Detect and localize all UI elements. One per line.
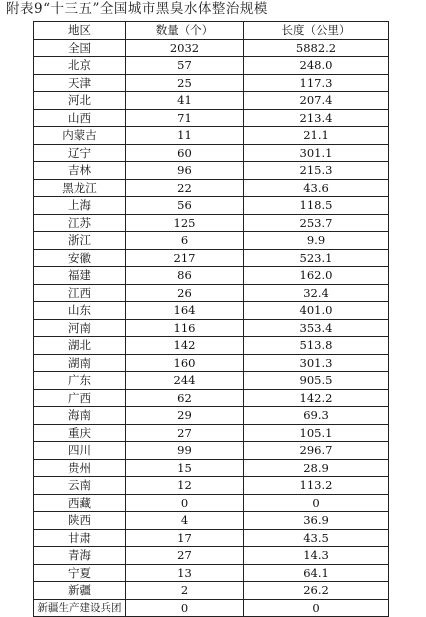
table-row [34,512,389,530]
count-cell: 142 [126,337,244,355]
count-cell: 26 [126,284,244,302]
table-row [34,74,389,92]
table-row [34,197,389,215]
region-cell: 陕西 [34,512,126,530]
count-cell: 217 [126,249,244,267]
length-cell: 513.8 [244,337,389,355]
length-cell: 301.3 [244,354,389,372]
count-cell: 4 [126,512,244,530]
length-cell: 69.3 [244,407,389,425]
region-cell: 安徽 [34,249,126,267]
count-cell: 244 [126,372,244,390]
length-cell: 301.1 [244,144,389,162]
region-cell: 新疆 [34,582,126,600]
table-row [34,459,389,477]
count-cell: 11 [126,127,244,145]
table-row [34,599,389,617]
count-cell: 86 [126,267,244,285]
region-cell: 湖南 [34,354,126,372]
region-cell: 甘肃 [34,529,126,547]
table-row [34,267,389,285]
count-cell: 27 [126,547,244,565]
region-cell: 新疆生产建设兵团 [34,599,126,617]
length-cell: 905.5 [244,372,389,390]
header-region: 地区 [34,22,126,40]
table-row [34,582,389,600]
count-cell: 29 [126,407,244,425]
length-cell: 207.4 [244,92,389,110]
count-cell: 71 [126,109,244,127]
length-cell: 32.4 [244,284,389,302]
count-cell: 12 [126,477,244,495]
length-cell: 162.0 [244,267,389,285]
table-row [34,249,389,267]
region-cell: 宁夏 [34,564,126,582]
count-cell: 60 [126,144,244,162]
length-cell: 36.9 [244,512,389,530]
length-cell: 113.2 [244,477,389,495]
count-cell: 15 [126,459,244,477]
table-row [34,179,389,197]
length-cell: 353.4 [244,319,389,337]
count-cell: 17 [126,529,244,547]
count-cell: 22 [126,179,244,197]
table-row [34,232,389,250]
count-cell: 116 [126,319,244,337]
count-cell: 25 [126,74,244,92]
table-row [34,109,389,127]
table-row [34,372,389,390]
count-cell: 56 [126,197,244,215]
table-row [34,302,389,320]
length-cell: 215.3 [244,162,389,180]
length-cell: 142.2 [244,389,389,407]
length-cell: 28.9 [244,459,389,477]
table-row [34,337,389,355]
region-cell: 西藏 [34,494,126,512]
table-row [34,39,389,57]
count-cell: 13 [126,564,244,582]
length-cell: 14.3 [244,547,389,565]
table-row [34,214,389,232]
length-cell: 296.7 [244,442,389,460]
region-cell: 福建 [34,267,126,285]
table-row [34,424,389,442]
length-cell: 9.9 [244,232,389,250]
length-cell: 401.0 [244,302,389,320]
count-cell: 0 [126,494,244,512]
region-cell: 广西 [34,389,126,407]
region-cell: 青海 [34,547,126,565]
region-cell: 全国 [34,39,126,57]
region-cell: 吉林 [34,162,126,180]
header-count: 数量（个） [126,22,244,40]
length-cell: 523.1 [244,249,389,267]
length-cell: 0 [244,494,389,512]
length-cell: 43.6 [244,179,389,197]
table-body [34,39,389,617]
count-cell: 160 [126,354,244,372]
region-cell: 江西 [34,284,126,302]
region-cell: 山东 [34,302,126,320]
region-cell: 重庆 [34,424,126,442]
length-cell: 64.1 [244,564,389,582]
length-cell: 0 [244,599,389,617]
region-cell: 天津 [34,74,126,92]
table-title: 附表9“十三五”全国城市黑臭水体整治规模 [6,1,268,17]
count-cell: 164 [126,302,244,320]
length-cell: 248.0 [244,57,389,75]
table-row [34,354,389,372]
count-cell: 41 [126,92,244,110]
header-length: 长度（公里） [244,22,389,40]
length-cell: 26.2 [244,582,389,600]
count-cell: 125 [126,214,244,232]
table-row [34,547,389,565]
table-row [34,127,389,145]
length-cell: 5882.2 [244,39,389,57]
data-table [33,21,389,617]
length-cell: 213.4 [244,109,389,127]
region-cell: 上海 [34,197,126,215]
header-row [34,22,389,40]
count-cell: 0 [126,599,244,617]
table-row [34,389,389,407]
region-cell: 湖北 [34,337,126,355]
region-cell: 河南 [34,319,126,337]
region-cell: 辽宁 [34,144,126,162]
length-cell: 253.7 [244,214,389,232]
count-cell: 2032 [126,39,244,57]
table-row [34,564,389,582]
region-cell: 河北 [34,92,126,110]
region-cell: 四川 [34,442,126,460]
region-cell: 山西 [34,109,126,127]
region-cell: 浙江 [34,232,126,250]
table-row [34,407,389,425]
region-cell: 贵州 [34,459,126,477]
region-cell: 广东 [34,372,126,390]
count-cell: 57 [126,57,244,75]
length-cell: 117.3 [244,74,389,92]
region-cell: 海南 [34,407,126,425]
region-cell: 江苏 [34,214,126,232]
table-row [34,319,389,337]
table-row [34,144,389,162]
length-cell: 21.1 [244,127,389,145]
count-cell: 99 [126,442,244,460]
table-row [34,494,389,512]
count-cell: 96 [126,162,244,180]
table-row [34,442,389,460]
table-row [34,529,389,547]
length-cell: 105.1 [244,424,389,442]
length-cell: 43.5 [244,529,389,547]
table-row [34,57,389,75]
count-cell: 27 [126,424,244,442]
table-row [34,477,389,495]
region-cell: 云南 [34,477,126,495]
region-cell: 黑龙江 [34,179,126,197]
count-cell: 2 [126,582,244,600]
table-row [34,92,389,110]
table-row [34,284,389,302]
length-cell: 118.5 [244,197,389,215]
count-cell: 62 [126,389,244,407]
region-cell: 北京 [34,57,126,75]
count-cell: 6 [126,232,244,250]
table-row [34,162,389,180]
region-cell: 内蒙古 [34,127,126,145]
